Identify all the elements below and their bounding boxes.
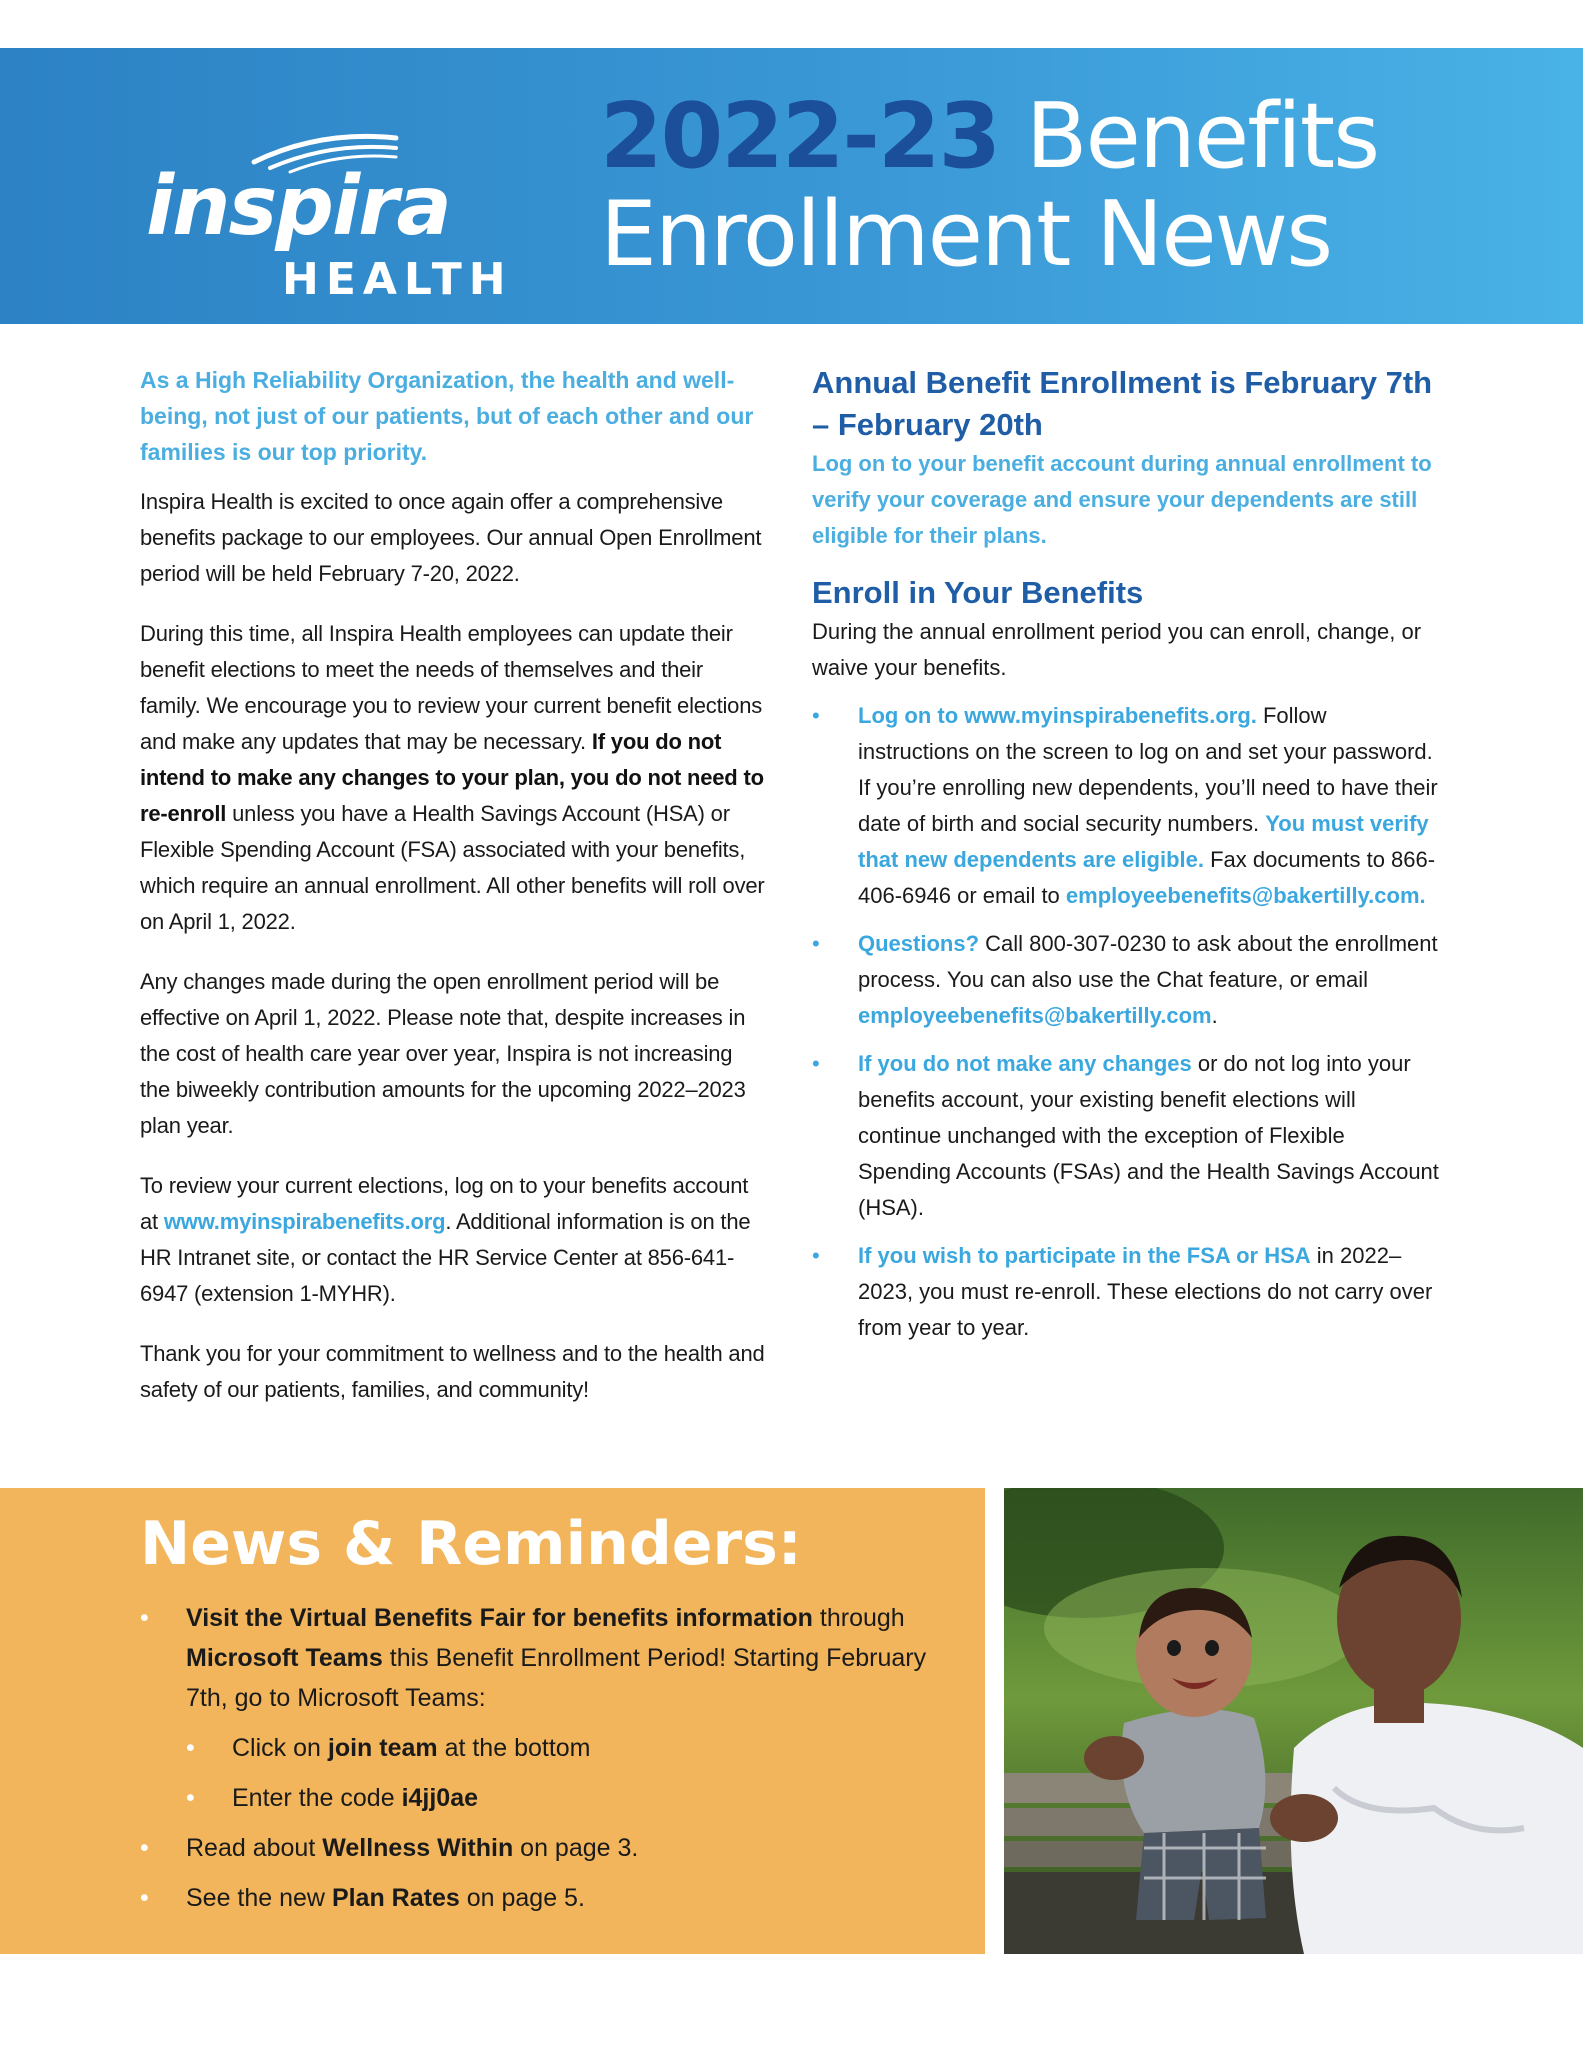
bullet-1-text-b: Fax documents to 866-406-6946 or email to [858,847,1436,908]
enrollment-dates-heading: Annual Benefit Enrollment is February 7th – February 20th [812,365,1433,442]
paragraph-2 [140,616,765,940]
news-item-3-text-a: See the new [186,1884,332,1912]
news-item-2-text-b: on page 3. [513,1834,639,1862]
virtual-fair-bold: Visit the Virtual Benefits Fair for benefits information [186,1604,813,1632]
right-column [812,362,1442,1358]
enroll-intro: During the annual enrollment period you can enroll, change, or waive your benefits. [812,619,1422,680]
bullet-icon: • [140,1604,149,1632]
bullet-2-end: . [1211,1003,1218,1028]
bullet-1-text-a: Follow instructions on the screen to log on and set your password. If you’re enrolling new dependents, you’ll need to have their date of birth and social security numbers. [858,703,1438,836]
bullet-icon: • [812,1243,820,1268]
benefits-site-link[interactable]: www.myinspirabenefits.org [163,1209,446,1234]
list-item [812,926,1442,1034]
email-link[interactable]: employeebenefits@bakertilly.com [858,1003,1212,1028]
header-banner [0,48,1583,324]
paragraph-4-text-a: To review your current elections, log on to your benefits account at [140,1173,749,1234]
sub-item-1-text-a: Click on [232,1734,328,1762]
bullet-2-text: Call 800-307-0230 to ask about the enrollment process. You can also use the Chat feature, or email [858,931,1438,992]
list-item [812,1046,1442,1226]
news-item-1-text-a: through [812,1604,905,1632]
news-title: News & Reminders: [140,1509,802,1579]
bullet-3-text: or do not log into your benefits account, your existing benefit elections will continue unchanged with the exception of Flexible Spending Accounts (FSAs) and the Health Savings Account (HSA). [858,1051,1439,1220]
verify-dependents-note: You must verify that new dependents are eligible. [858,811,1429,872]
enrollment-sublead: Log on to your benefit account during annual enrollment to verify your coverage and ensure your dependents are still eligible for their plans. [812,451,1432,548]
title-benefits: Benefits [999,84,1379,189]
enroll-benefits-heading: Enroll in Your Benefits [812,575,1144,610]
paragraph-5: Thank you for your commitment to wellness and to the health and safety of our patients, families, and community! [140,1341,765,1402]
paragraph-1: Inspira Health is excited to once again offer a comprehensive benefits package to our employees. Our annual Open Enrollment period will be held February 7-20, 2022. [140,489,762,586]
sub-item-1-text-b: at the bottom [437,1734,591,1762]
paragraph-4-text-b: . Additional information is on the HR Intranet site, or contact the HR Service Center at 856-641-6947 (extension 1-MYHR). [140,1209,751,1306]
fsa-hsa-label: If you wish to participate in the FSA or HSA [858,1243,1311,1268]
left-column [140,362,765,1432]
news-reminders-panel [0,1488,985,1954]
paragraph-2-text-a: During this time, all Inspira Health employees can update their benefit elections to meet the needs of themselves and their family. We encourage you to review your current benefit elections and make any updates that may be necessary. [140,621,763,754]
list-item [140,1598,960,1718]
list-item [140,1828,960,1868]
page-title [600,84,1379,287]
plan-rates-bold: Plan Rates [331,1884,460,1912]
bullet-icon: • [186,1734,195,1762]
logo-subtitle: HEALTH [282,254,513,305]
paragraph-2-bold: If you do not intend to make any changes to your plan, you do not need to re-enroll [140,729,764,826]
login-link[interactable]: Log on to www.myinspirabenefits.org. [858,703,1257,728]
title-enrollment-news: Enrollment News [600,182,1332,287]
list-item [140,1878,960,1918]
inspira-health-logo [140,128,520,328]
title-year: 2022-23 [600,84,1000,189]
bullet-icon: • [140,1834,149,1862]
news-item-2-text-a: Read about [186,1834,323,1862]
intro-lead: As a High Reliability Organization, the health and well-being, not just of our patients, but of each other and our families is our top priority. [140,367,754,465]
wellness-within-bold: Wellness Within [322,1834,514,1862]
logo-wordmark: inspira [146,159,450,254]
bullet-icon: • [140,1884,149,1912]
list-item [812,1238,1442,1346]
photo-illustration [1004,1488,1583,1954]
no-changes-label: If you do not make any changes [858,1051,1192,1076]
bullet-4-text: in 2022–2023, you must re-enroll. These elections do not carry over from year to year. [858,1243,1433,1340]
news-list [140,1598,960,1928]
questions-label: Questions? [858,931,980,956]
father-child-photo [1004,1488,1583,1954]
bullet-icon: • [812,703,820,728]
paragraph-2-text-b: unless you have a Health Savings Account (HSA) or Flexible Spending Account (FSA) associated with your benefits, which require an annual enrollment. All other benefits will roll over on April 1, 2022. [140,801,765,934]
list-item [140,1728,960,1768]
list-item [140,1778,960,1818]
paragraph-4 [140,1168,765,1312]
bullet-icon: • [812,1051,820,1076]
list-item [812,698,1442,914]
team-code: i4jj0ae [401,1784,479,1812]
news-item-1-text-b: this Benefit Enrollment Period! Starting February 7th, go to Microsoft Teams: [186,1644,927,1712]
microsoft-teams-bold: Microsoft Teams [186,1644,383,1672]
enroll-steps-list [812,698,1442,1346]
sub-item-2-text: Enter the code [232,1784,402,1812]
news-item-3-text-b: on page 5. [459,1884,585,1912]
bullet-icon: • [186,1784,195,1812]
join-team-bold: join team [327,1734,438,1762]
paragraph-3: Any changes made during the open enrollment period will be effective on April 1, 2022. Please note that, despite increases in the cost of health care year over year, Inspira is not increasing the biweekly contribution amounts for the upcoming 2022–2023 plan year. [140,969,746,1138]
email-link[interactable]: employeebenefits@bakertilly.com. [1065,883,1426,908]
bullet-icon: • [812,931,820,956]
